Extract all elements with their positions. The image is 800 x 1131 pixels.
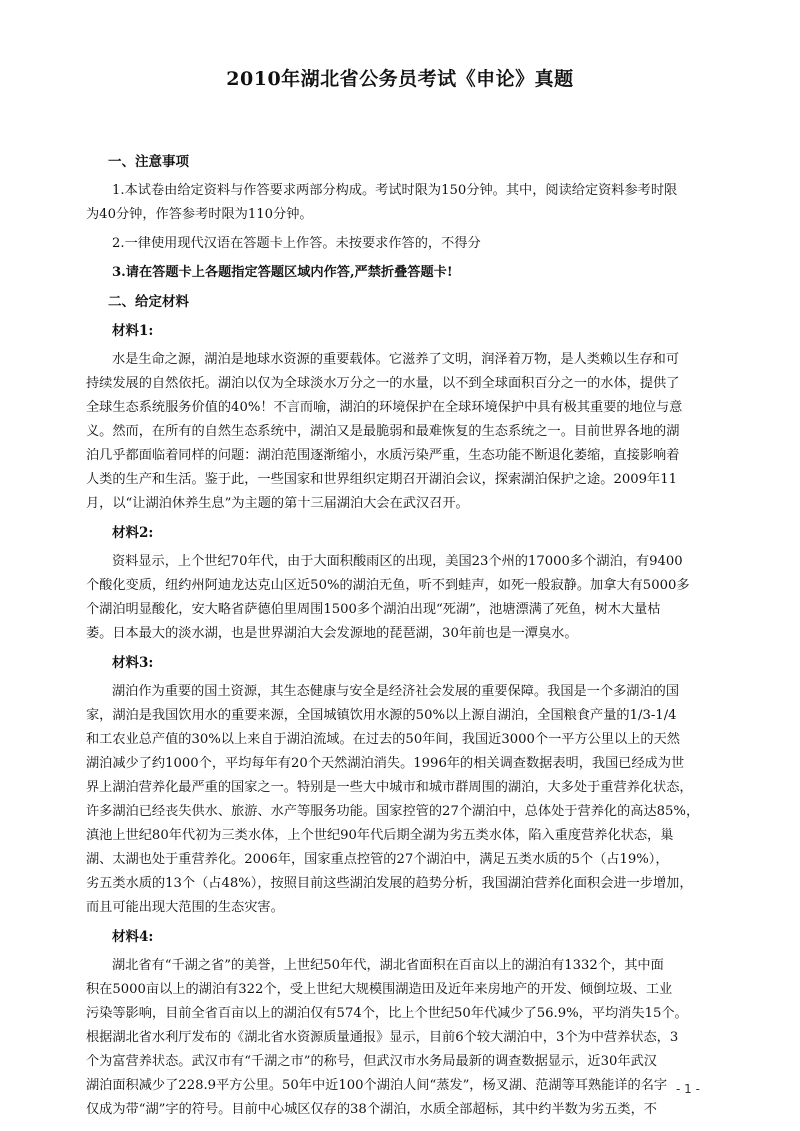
material-3-line: 湖、太湖也处于重营养化。2006年，国家重点控管的27个湖泊中，满足五类水质的5个（占19%）， (86, 852, 669, 867)
material-1-line: 持续发展的自然依托。湖泊以仅为全球淡水万分之一的水量，以不到全球面积百分之一的水体，提供了 (86, 376, 680, 391)
material-1-line: 义。然而，在所有的自然生态系统中，湖泊又是最脆弱和最难恢复的生态系统之一。目前世界各地的湖 (86, 424, 680, 439)
notice-heading: 一、注意事项 (108, 154, 189, 170)
material-4-line: 湖北省有“千湖之省”的美誉，上世纪50年代，湖北省面积在百亩以上的湖泊有1332个，其中面 (112, 958, 664, 973)
material-3-line: 家，湖泊是我国饮用水的重要来源，全国城镇饮用水源的50%以上源自湖泊，全国粮食产量的1/3-1/4 (86, 708, 677, 723)
material-1-label: 材料1: (112, 323, 154, 339)
material-4-line: 根据湖北省水利厅发布的《湖北省水资源质量通报》显示，目前6个较大湖泊中，3个为中营养状态，3 (86, 1030, 679, 1045)
document-body (86, 150, 720, 1122)
material-1-line: 泊几乎都面临着同样的问题：湖泊范围逐渐缩小，水质污染严重，生态功能不断退化萎缩，直接影响着 (86, 448, 680, 463)
material-4-line: 湖泊面积减少了228.9平方公里。50年中近100个湖泊人间“蒸发”，杨叉湖、范湖等耳熟能详的名字 (86, 1078, 668, 1093)
notice-item-1-line-2: 为40分钟，作答参考时限为110分钟。 (86, 207, 313, 222)
material-4-line: 污染等影响，目前全省百亩以上的湖泊仅有574个，比上个世纪50年代减少了56.9%，平均消失15个。 (86, 1006, 688, 1021)
material-4-label: 材料4: (112, 929, 154, 945)
material-3-line: 许多湖泊已经丧失供水、旅游、水产等服务功能。国家控管的27个湖泊中，总体处于营养化的高达85%， (86, 804, 700, 819)
material-3-line: 湖泊作为重要的国土资源，其生态健康与安全是经济社会发展的重要保障。我国是一个多湖泊的国 (112, 684, 680, 699)
material-2-line: 个酸化变质，纽约州阿迪龙达克山区近50%的湖泊无鱼，听不到蛙声，如死一般寂静。加拿大有5000多 (86, 578, 690, 593)
material-2-line: 萎。日本最大的淡水湖，也是世界湖泊大会发源地的琵琶湖，30年前也是一潭臭水。 (86, 626, 578, 641)
material-4-line: 个为富营养状态。武汉市有“千湖之市”的称号，但武汉市水务局最新的调查数据显示，近30年武汉 (86, 1054, 657, 1069)
material-1-line: 全球生态系统服务价值的40%！不言而喻，湖泊的环境保护在全球环境保护中具有极其重要的地位与意 (86, 400, 683, 415)
material-1-line: 月，以“让湖泊休养生息”为主题的第十三届湖泊大会在武汉召开。 (86, 496, 469, 511)
material-4-line: 积在5000亩以上的湖泊有322个，受上世纪大规模围湖造田及近年来房地产的开发、倾倒垃圾、工业 (86, 982, 673, 997)
material-3-line: 湖泊减少了约1000个，平均每年有20个天然湖泊消失。1996年的相关调查数据表明，我国已经成为世 (86, 756, 685, 771)
material-3-line: 而且可能出现大范围的生态灾害。 (86, 900, 284, 915)
notice-item-3: 3.请在答题卡上各题指定答题区域内作答,严禁折叠答题卡! (112, 265, 453, 280)
page-number: - 1 - (676, 1082, 700, 1096)
page-title: 2010年湖北省公务员考试《申论》真题 (226, 68, 574, 90)
material-2-line: 资料显示，上个世纪70年代，由于大面积酸雨区的出现，美国23个州的17000多个湖泊，有9400 (112, 554, 683, 569)
material-2-label: 材料2: (112, 525, 154, 541)
material-1-line: 水是生命之源，湖泊是地球水资源的重要载体。它滋养了文明，润泽着万物，是人类赖以生存和可 (112, 352, 680, 367)
notice-item-2: 2.一律使用现代汉语在答题卡上作答。未按要求作答的，不得分 (112, 236, 481, 251)
materials-heading: 二、给定材料 (108, 294, 189, 310)
material-3-label: 材料3: (112, 655, 154, 671)
material-2-line: 个湖泊明显酸化，安大略省萨德伯里周围1500多个湖泊出现“死湖”，池塘漂满了死鱼，树木大量枯 (86, 602, 661, 617)
material-1-line: 人类的生产和生活。鉴于此，一些国家和世界组织定期召开湖泊会议，探索湖泊保护之途。2009年11 (86, 472, 678, 487)
material-3-line: 滇池上世纪80年代初为三类水体，上个世纪90年代后期全湖为劣五类水体，陷入重度营养化状态，巢 (86, 828, 674, 843)
material-3-line: 和工农业总产值的30%以上来自于湖泊流域。在过去的50年间，我国近3000个一平方公里以上的天然 (86, 732, 680, 747)
notice-item-1-line-1: 1.本试卷由给定资料与作答要求两部分构成。考试时限为150分钟。其中，阅读给定资料参考时限 (112, 183, 678, 198)
material-3-line: 界上湖泊营养化最严重的国家之一。特别是一些大中城市和城市群周围的湖泊，大多处于重营养化状态， (86, 780, 693, 795)
material-4-line: 仅成为带“湖”字的符号。目前中心城区仅存的38个湖泊，水质全部超标，其中约半数为劣五类，不 (86, 1102, 657, 1117)
material-3-line: 劣五类水质的13个（占48%），按照目前这些湖泊发展的趋势分析，我国湖泊营养化面积会进一步增加， (86, 876, 693, 891)
